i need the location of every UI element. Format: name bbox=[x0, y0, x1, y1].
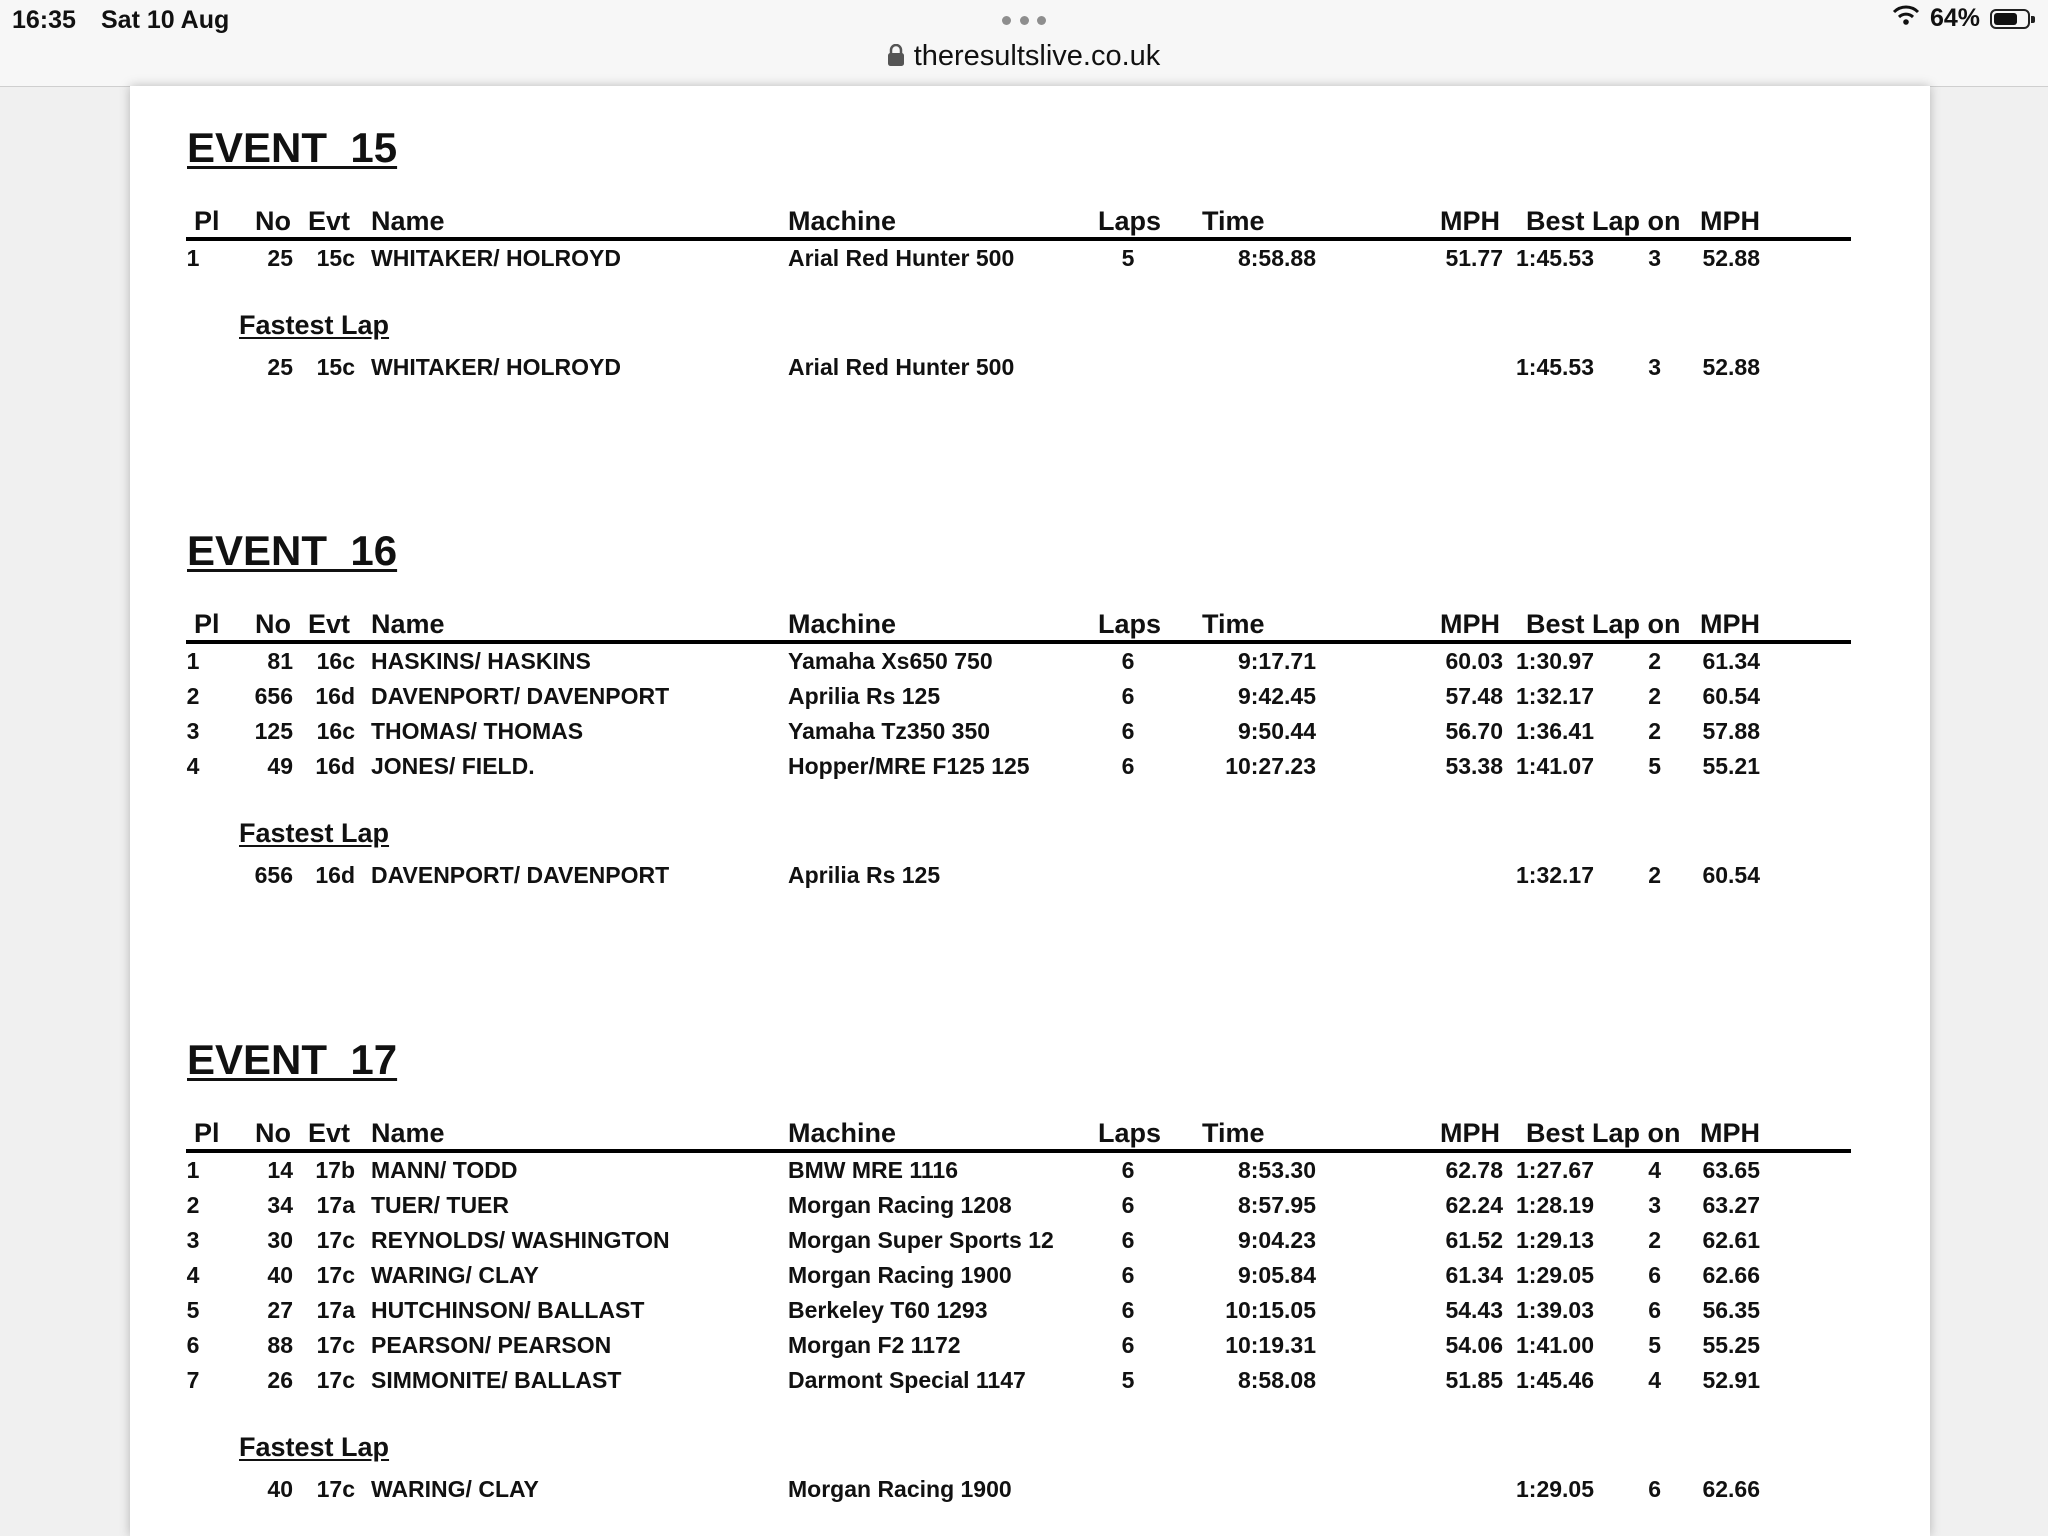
event-title: EVENT 17 bbox=[187, 1036, 398, 1083]
cell-best-mph: 62.66 bbox=[1702, 1476, 1760, 1502]
cell-mph: 62.78 bbox=[1445, 1157, 1503, 1183]
result-row bbox=[130, 1157, 1930, 1192]
cell-mph: 54.06 bbox=[1445, 1332, 1503, 1358]
cell-pl: 3 bbox=[186, 1227, 200, 1253]
result-row bbox=[130, 753, 1930, 788]
cell-time: 8:58.88 bbox=[1237, 245, 1316, 271]
cell-laps: 6 bbox=[1121, 648, 1135, 674]
header-divider bbox=[186, 640, 1851, 644]
header-name: Name bbox=[371, 609, 445, 639]
cell-name: JONES/ FIELD. bbox=[371, 753, 535, 779]
cell-best-lap: 1:27.67 bbox=[1516, 1157, 1595, 1183]
result-row bbox=[130, 245, 1930, 280]
cell-no: 88 bbox=[267, 1332, 293, 1358]
cell-pl: 3 bbox=[186, 718, 200, 744]
cell-no: 25 bbox=[267, 245, 293, 271]
result-row bbox=[130, 1367, 1930, 1402]
header-best-mph: MPH bbox=[1700, 609, 1760, 639]
header-mph: MPH bbox=[1440, 1118, 1500, 1148]
cell-evt: 15c bbox=[316, 354, 355, 380]
cell-best-lap: 1:41.07 bbox=[1516, 753, 1595, 779]
cell-evt: 15c bbox=[316, 245, 355, 271]
cell-name: THOMAS/ THOMAS bbox=[371, 718, 584, 744]
cell-machine: Yamaha Xs650 750 bbox=[788, 648, 993, 674]
cell-on: 4 bbox=[1648, 1367, 1661, 1393]
cell-time: 10:15.05 bbox=[1225, 1297, 1316, 1323]
cell-no: 27 bbox=[267, 1297, 293, 1323]
cell-name: HASKINS/ HASKINS bbox=[371, 648, 591, 674]
cell-pl: 4 bbox=[186, 753, 200, 779]
cell-laps: 5 bbox=[1121, 245, 1135, 271]
cell-no: 81 bbox=[267, 648, 293, 674]
header-best-lap: Best Lap on bbox=[1526, 609, 1681, 639]
cell-mph: 51.77 bbox=[1445, 245, 1503, 271]
cell-no: 125 bbox=[254, 718, 293, 744]
cell-best-mph: 52.88 bbox=[1702, 354, 1760, 380]
cell-laps: 6 bbox=[1121, 718, 1135, 744]
header-name: Name bbox=[371, 1118, 445, 1148]
cell-on: 2 bbox=[1648, 648, 1661, 674]
cell-name: WHITAKER/ HOLROYD bbox=[371, 354, 622, 380]
cell-best-mph: 55.25 bbox=[1702, 1332, 1760, 1358]
result-row bbox=[130, 1227, 1930, 1262]
header-no: No bbox=[255, 609, 291, 639]
fastest-lap-row bbox=[130, 1476, 1930, 1511]
fastest-lap-title: Fastest Lap bbox=[239, 310, 390, 340]
header-pl: Pl bbox=[194, 609, 220, 639]
header-best-mph: MPH bbox=[1700, 206, 1760, 236]
cell-time: 9:17.71 bbox=[1237, 648, 1316, 674]
cell-best-lap: 1:29.05 bbox=[1516, 1262, 1595, 1288]
wifi-icon bbox=[1892, 4, 1920, 33]
cell-best-mph: 63.65 bbox=[1702, 1157, 1760, 1183]
cell-machine: Aprilia Rs 125 bbox=[788, 862, 941, 888]
cell-evt: 16d bbox=[315, 753, 355, 779]
result-row bbox=[130, 1262, 1930, 1297]
results-document bbox=[130, 86, 1930, 1536]
cell-machine: Berkeley T60 1293 bbox=[788, 1297, 988, 1323]
cell-best-lap: 1:28.19 bbox=[1516, 1192, 1595, 1218]
header-no: No bbox=[255, 1118, 291, 1148]
cell-on: 3 bbox=[1648, 245, 1661, 271]
cell-best-mph: 62.61 bbox=[1702, 1227, 1760, 1253]
event-title: EVENT 16 bbox=[187, 527, 398, 574]
header-best-lap: Best Lap on bbox=[1526, 206, 1681, 236]
cell-mph: 57.48 bbox=[1445, 683, 1503, 709]
address-bar[interactable] bbox=[0, 40, 2048, 74]
cell-no: 49 bbox=[267, 753, 293, 779]
cell-best-mph: 57.88 bbox=[1702, 718, 1760, 744]
cell-name: REYNOLDS/ WASHINGTON bbox=[371, 1227, 670, 1253]
cell-time: 9:42.45 bbox=[1237, 683, 1316, 709]
cell-machine: Morgan Racing 1208 bbox=[788, 1192, 1012, 1218]
header-evt: Evt bbox=[308, 609, 351, 639]
header-time: Time bbox=[1202, 609, 1265, 639]
cell-no: 26 bbox=[267, 1367, 293, 1393]
cell-laps: 5 bbox=[1121, 1367, 1135, 1393]
cell-pl: 2 bbox=[186, 683, 200, 709]
cell-best-mph: 60.54 bbox=[1702, 683, 1760, 709]
cell-machine: Arial Red Hunter 500 bbox=[788, 245, 1015, 271]
fastest-lap-row bbox=[130, 354, 1930, 389]
cell-name: MANN/ TODD bbox=[371, 1157, 518, 1183]
cell-best-lap: 1:30.97 bbox=[1516, 648, 1595, 674]
cell-evt: 17c bbox=[316, 1367, 355, 1393]
header-pl: Pl bbox=[194, 1118, 220, 1148]
cell-name: WHITAKER/ HOLROYD bbox=[371, 245, 622, 271]
cell-machine: Yamaha Tz350 350 bbox=[788, 718, 991, 744]
cell-time: 9:05.84 bbox=[1237, 1262, 1316, 1288]
header-laps: Laps bbox=[1098, 206, 1162, 236]
header-evt: Evt bbox=[308, 206, 351, 236]
event-section bbox=[130, 527, 1930, 947]
cell-time: 8:53.30 bbox=[1237, 1157, 1316, 1183]
multitasking-dots-icon[interactable] bbox=[1002, 10, 1046, 30]
cell-best-mph: 63.27 bbox=[1702, 1192, 1760, 1218]
cell-on: 2 bbox=[1648, 718, 1661, 744]
cell-laps: 6 bbox=[1121, 1297, 1135, 1323]
cell-best-lap: 1:29.13 bbox=[1516, 1227, 1595, 1253]
cell-machine: Hopper/MRE F125 125 bbox=[788, 753, 1030, 779]
header-time: Time bbox=[1202, 206, 1265, 236]
cell-name: HUTCHINSON/ BALLAST bbox=[371, 1297, 645, 1323]
cell-machine: Morgan F2 1172 bbox=[788, 1332, 961, 1358]
fastest-lap-title: Fastest Lap bbox=[239, 818, 390, 848]
cell-pl: 5 bbox=[186, 1297, 200, 1323]
cell-best-mph: 61.34 bbox=[1702, 648, 1760, 674]
cell-best-mph: 52.91 bbox=[1702, 1367, 1760, 1393]
cell-name: TUER/ TUER bbox=[371, 1192, 509, 1218]
cell-best-mph: 60.54 bbox=[1702, 862, 1760, 888]
cell-evt: 17c bbox=[316, 1227, 355, 1253]
cell-pl: 1 bbox=[186, 1157, 200, 1183]
cell-evt: 17a bbox=[316, 1192, 355, 1218]
url-text: theresultslive.co.uk bbox=[913, 40, 1161, 72]
cell-on: 6 bbox=[1648, 1476, 1661, 1502]
cell-mph: 54.43 bbox=[1445, 1297, 1503, 1323]
status-time: 16:35 bbox=[12, 6, 76, 34]
cell-pl: 4 bbox=[186, 1262, 200, 1288]
fastest-lap-title: Fastest Lap bbox=[239, 1432, 390, 1462]
cell-best-lap: 1:41.00 bbox=[1516, 1332, 1595, 1358]
cell-best-mph: 56.35 bbox=[1702, 1297, 1760, 1323]
cell-machine: Morgan Racing 1900 bbox=[788, 1476, 1012, 1502]
cell-machine: Morgan Super Sports 12 bbox=[788, 1227, 1054, 1253]
cell-on: 2 bbox=[1648, 1227, 1661, 1253]
header-machine: Machine bbox=[788, 1118, 897, 1148]
cell-pl: 1 bbox=[186, 245, 200, 271]
cell-evt: 17c bbox=[316, 1262, 355, 1288]
result-row bbox=[130, 718, 1930, 753]
header-pl: Pl bbox=[194, 206, 220, 236]
cell-on: 2 bbox=[1648, 862, 1661, 888]
fastest-lap-row bbox=[130, 862, 1930, 897]
header-machine: Machine bbox=[788, 206, 897, 236]
cell-best-lap: 1:36.41 bbox=[1516, 718, 1595, 744]
cell-name: WARING/ CLAY bbox=[371, 1262, 539, 1288]
battery-percent: 64% bbox=[1929, 4, 1980, 32]
cell-best-mph: 62.66 bbox=[1702, 1262, 1760, 1288]
cell-laps: 6 bbox=[1121, 683, 1135, 709]
cell-time: 10:27.23 bbox=[1225, 753, 1316, 779]
cell-evt: 16c bbox=[316, 648, 355, 674]
cell-laps: 6 bbox=[1121, 1332, 1135, 1358]
header-best-lap: Best Lap on bbox=[1526, 1118, 1681, 1148]
cell-evt: 16c bbox=[316, 718, 355, 744]
cell-on: 3 bbox=[1648, 354, 1661, 380]
event-title: EVENT 15 bbox=[187, 124, 398, 171]
cell-best-lap: 1:39.03 bbox=[1516, 1297, 1595, 1323]
cell-mph: 51.85 bbox=[1445, 1367, 1503, 1393]
header-name: Name bbox=[371, 206, 445, 236]
cell-best-lap: 1:32.17 bbox=[1516, 862, 1595, 888]
cell-on: 5 bbox=[1648, 1332, 1661, 1358]
result-row bbox=[130, 1297, 1930, 1332]
cell-no: 30 bbox=[267, 1227, 293, 1253]
cell-evt: 17b bbox=[315, 1157, 355, 1183]
cell-laps: 6 bbox=[1121, 1262, 1135, 1288]
status-bar bbox=[0, 0, 2048, 87]
cell-mph: 61.52 bbox=[1445, 1227, 1503, 1253]
cell-no: 34 bbox=[267, 1192, 293, 1218]
cell-time: 8:58.08 bbox=[1237, 1367, 1316, 1393]
result-row bbox=[130, 1192, 1930, 1227]
lock-icon bbox=[888, 41, 904, 74]
cell-best-lap: 1:45.46 bbox=[1516, 1367, 1595, 1393]
header-mph: MPH bbox=[1440, 609, 1500, 639]
cell-mph: 60.03 bbox=[1445, 648, 1503, 674]
header-mph: MPH bbox=[1440, 206, 1500, 236]
cell-no: 40 bbox=[267, 1262, 293, 1288]
cell-mph: 53.38 bbox=[1445, 753, 1503, 779]
cell-best-mph: 52.88 bbox=[1702, 245, 1760, 271]
cell-pl: 2 bbox=[186, 1192, 200, 1218]
header-best-mph: MPH bbox=[1700, 1118, 1760, 1148]
cell-pl: 6 bbox=[186, 1332, 200, 1358]
result-row bbox=[130, 1332, 1930, 1367]
cell-evt: 16d bbox=[315, 683, 355, 709]
cell-pl: 1 bbox=[186, 648, 200, 674]
header-divider bbox=[186, 237, 1851, 241]
cell-mph: 62.24 bbox=[1445, 1192, 1503, 1218]
cell-time: 10:19.31 bbox=[1225, 1332, 1316, 1358]
cell-time: 8:57.95 bbox=[1237, 1192, 1316, 1218]
cell-name: DAVENPORT/ DAVENPORT bbox=[371, 862, 670, 888]
cell-laps: 6 bbox=[1121, 1192, 1135, 1218]
event-section bbox=[130, 124, 1930, 544]
cell-laps: 6 bbox=[1121, 1227, 1135, 1253]
event-section bbox=[130, 1036, 1930, 1502]
result-row bbox=[130, 683, 1930, 718]
header-evt: Evt bbox=[308, 1118, 351, 1148]
cell-mph: 61.34 bbox=[1445, 1262, 1503, 1288]
header-time: Time bbox=[1202, 1118, 1265, 1148]
status-date: Sat 10 Aug bbox=[101, 6, 230, 34]
cell-on: 6 bbox=[1648, 1262, 1661, 1288]
cell-best-lap: 1:32.17 bbox=[1516, 683, 1595, 709]
cell-no: 656 bbox=[254, 683, 293, 709]
cell-machine: Morgan Racing 1900 bbox=[788, 1262, 1012, 1288]
cell-on: 6 bbox=[1648, 1297, 1661, 1323]
cell-name: DAVENPORT/ DAVENPORT bbox=[371, 683, 670, 709]
cell-name: SIMMONITE/ BALLAST bbox=[371, 1367, 622, 1393]
cell-best-lap: 1:45.53 bbox=[1516, 354, 1595, 380]
cell-evt: 16d bbox=[315, 862, 355, 888]
header-machine: Machine bbox=[788, 609, 897, 639]
cell-best-mph: 55.21 bbox=[1702, 753, 1760, 779]
battery-icon bbox=[1990, 9, 2030, 29]
cell-no: 14 bbox=[267, 1157, 293, 1183]
cell-best-lap: 1:29.05 bbox=[1516, 1476, 1595, 1502]
cell-evt: 17c bbox=[316, 1332, 355, 1358]
cell-name: PEARSON/ PEARSON bbox=[371, 1332, 612, 1358]
cell-evt: 17c bbox=[316, 1476, 355, 1502]
header-laps: Laps bbox=[1098, 1118, 1162, 1148]
cell-time: 9:04.23 bbox=[1237, 1227, 1316, 1253]
cell-no: 25 bbox=[267, 354, 293, 380]
cell-machine: BMW MRE 1116 bbox=[788, 1157, 958, 1183]
cell-laps: 6 bbox=[1121, 753, 1135, 779]
cell-name: WARING/ CLAY bbox=[371, 1476, 539, 1502]
cell-no: 656 bbox=[254, 862, 293, 888]
cell-mph: 56.70 bbox=[1445, 718, 1503, 744]
cell-pl: 7 bbox=[186, 1367, 200, 1393]
cell-machine: Arial Red Hunter 500 bbox=[788, 354, 1015, 380]
header-no: No bbox=[255, 206, 291, 236]
cell-on: 3 bbox=[1648, 1192, 1661, 1218]
cell-evt: 17a bbox=[316, 1297, 355, 1323]
cell-on: 4 bbox=[1648, 1157, 1661, 1183]
header-laps: Laps bbox=[1098, 609, 1162, 639]
cell-machine: Aprilia Rs 125 bbox=[788, 683, 941, 709]
cell-machine: Darmont Special 1147 bbox=[788, 1367, 1026, 1393]
cell-best-lap: 1:45.53 bbox=[1516, 245, 1595, 271]
cell-no: 40 bbox=[267, 1476, 293, 1502]
header-divider bbox=[186, 1149, 1851, 1153]
cell-time: 9:50.44 bbox=[1237, 718, 1316, 744]
cell-laps: 6 bbox=[1121, 1157, 1135, 1183]
cell-on: 2 bbox=[1648, 683, 1661, 709]
cell-on: 5 bbox=[1648, 753, 1661, 779]
result-row bbox=[130, 648, 1930, 683]
